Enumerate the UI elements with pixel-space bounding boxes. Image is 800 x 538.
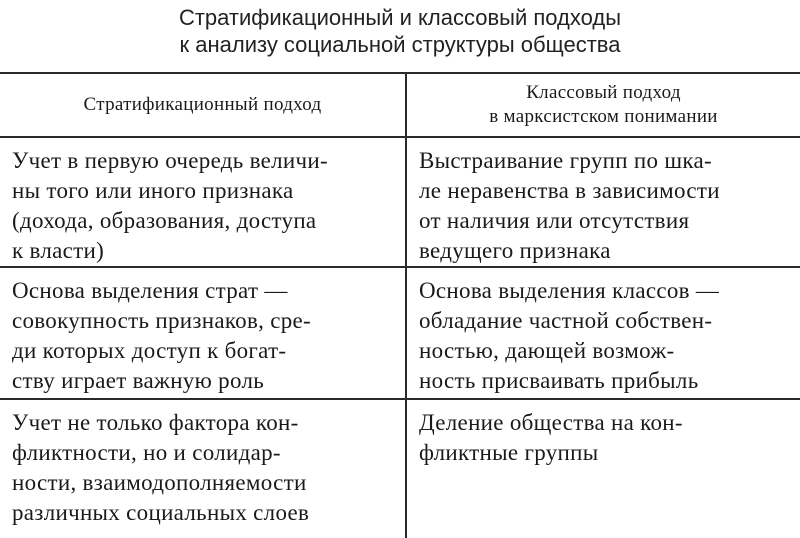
cell-text-line: (дохода, образования, доступа bbox=[12, 208, 317, 233]
cell-class bbox=[406, 399, 800, 538]
header-text-line: Стратификационный подход bbox=[83, 94, 322, 115]
table-row bbox=[0, 399, 800, 538]
cell-text-line: к власти) bbox=[12, 238, 105, 263]
cell-class bbox=[406, 267, 800, 399]
cell-text-line: Основа выделения классов — bbox=[419, 278, 720, 303]
cell-stratification bbox=[0, 137, 406, 267]
cell-text-line: Основа выделения страт — bbox=[12, 278, 288, 303]
cell-text-line: ству играет важную роль bbox=[12, 368, 265, 393]
cell-text-line: ны того или иного признака bbox=[12, 178, 294, 203]
cell-text-line: обладание частной собствен- bbox=[419, 308, 713, 333]
cell-text-line: ле неравенства в зависимости bbox=[419, 178, 720, 203]
comparison-table bbox=[0, 72, 800, 538]
title-line-1: Стратификационный и классовый подходы bbox=[178, 5, 622, 30]
header-text-line: Классовый подход bbox=[526, 82, 681, 103]
cell-text-line: ность присваивать прибыль bbox=[419, 368, 699, 393]
header-text-line: в марксистском понимании bbox=[489, 106, 718, 127]
cell-stratification bbox=[0, 267, 406, 399]
header-class bbox=[406, 73, 800, 137]
cell-text-line: Деление общества на кон- bbox=[419, 410, 683, 435]
cell-stratification bbox=[0, 399, 406, 538]
cell-text-line: различных социальных слоев bbox=[12, 500, 310, 525]
cell-text-line: Учет не только фактора кон- bbox=[12, 410, 299, 435]
cell-text-line: от наличия или отсутствия bbox=[419, 208, 690, 233]
table-row bbox=[0, 267, 800, 399]
table-header-row bbox=[0, 73, 800, 137]
cell-text-line: Учет в первую очередь величи- bbox=[12, 148, 328, 173]
cell-text-line: Выстраивание групп по шка- bbox=[419, 148, 712, 173]
cell-text-line: ностью, дающей возмож- bbox=[419, 338, 675, 363]
cell-text-line: ведущего признака bbox=[419, 238, 611, 263]
header-stratification bbox=[0, 73, 406, 137]
title-line-2: к анализу социальной структуры общества bbox=[179, 32, 621, 57]
cell-text-line: фликтности, но и солидар- bbox=[12, 440, 281, 465]
cell-text-line: совокупность признаков, сре- bbox=[12, 308, 312, 333]
document-title bbox=[0, 4, 800, 58]
cell-text-line: фликтные группы bbox=[419, 440, 599, 465]
cell-class bbox=[406, 137, 800, 267]
cell-text-line: ности, взаимодополняемости bbox=[12, 470, 307, 495]
cell-text-line: ди которых доступ к богат- bbox=[12, 338, 287, 363]
table-row bbox=[0, 137, 800, 267]
